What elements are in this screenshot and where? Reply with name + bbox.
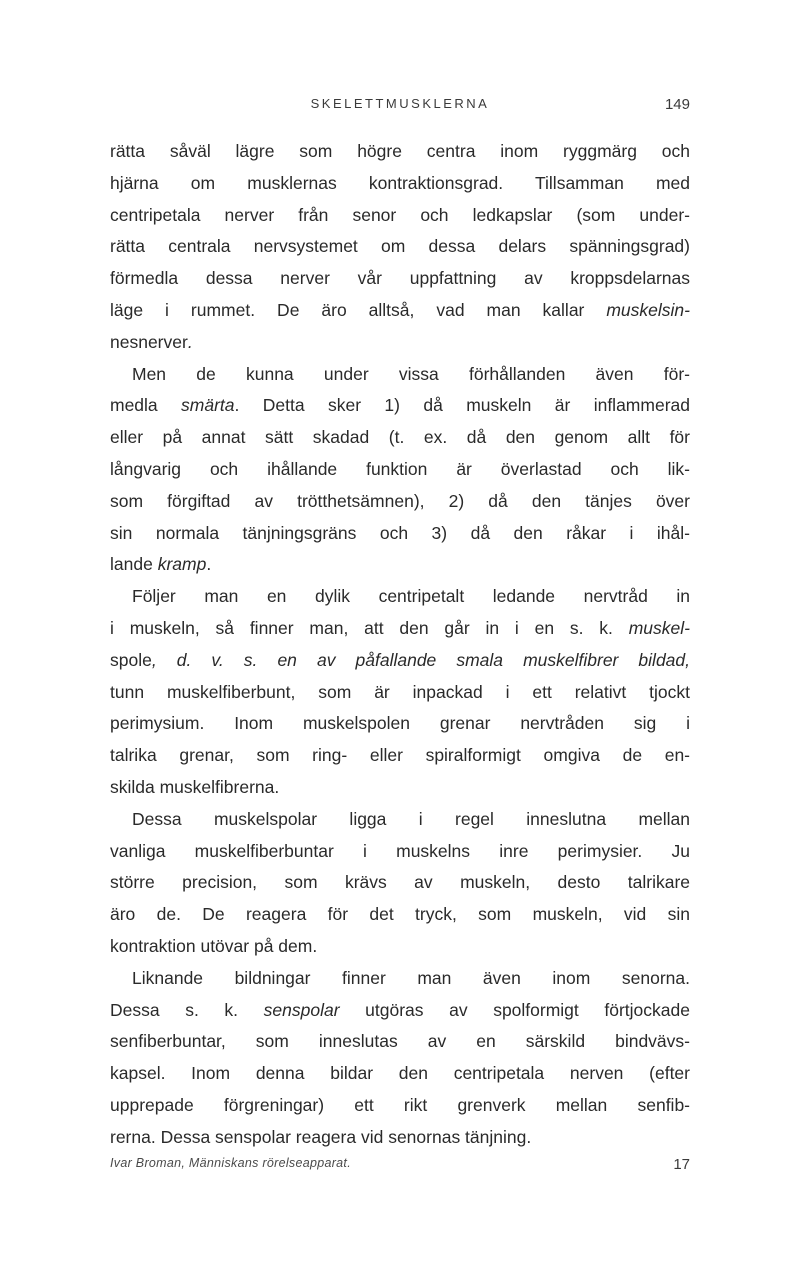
text-run: rätta centrala nervsystemet om dessa delars spänningsgrad) xyxy=(110,236,690,257)
text-run: kontraktion utövar på dem. xyxy=(110,935,318,956)
text-line xyxy=(110,899,690,931)
text-run: Men de kunna under vissa förhållanden även för- xyxy=(132,363,690,384)
text-run: senfiberbuntar, som inneslutas av en särskild bindvävs- xyxy=(110,1031,690,1052)
text-run: kapsel. Inom denna bildar den centripetala nerven (efter xyxy=(110,1063,690,1084)
text-line xyxy=(110,772,690,804)
running-title: SKELETTMUSKLERNA xyxy=(310,96,490,111)
text-run: hjärna om musklernas kontraktionsgrad. Tillsamman med xyxy=(110,172,690,193)
text-line xyxy=(110,1058,690,1090)
running-head xyxy=(110,96,690,120)
text-line xyxy=(110,1090,690,1122)
text-line xyxy=(110,963,690,995)
text-line xyxy=(110,359,690,391)
body-text xyxy=(110,136,690,1154)
text-line xyxy=(110,995,690,1027)
text-line xyxy=(110,581,690,613)
text-line xyxy=(110,486,690,518)
page-number: 149 xyxy=(664,96,690,113)
text-run: talrika grenar, som ring- eller spiralformigt omgiva de en- xyxy=(110,745,690,766)
italic-term: senspolar xyxy=(263,999,340,1020)
text-line xyxy=(110,549,690,581)
text-run: utgöras av spolformigt förtjockade xyxy=(339,999,690,1020)
text-line xyxy=(110,708,690,740)
text-line xyxy=(110,645,690,677)
text-line xyxy=(110,454,690,486)
text-line xyxy=(110,136,690,168)
text-line xyxy=(110,613,690,645)
italic-term: muskel- xyxy=(628,617,690,638)
text-line xyxy=(110,677,690,709)
italic-term: , d. v. s. en av påfallande smala muskelfibrer bildad, xyxy=(151,649,690,670)
text-run: Liknande bildningar finner man även inom senorna. xyxy=(132,967,690,988)
text-run: tunn muskelfiberbunt, som är inpackad i ett relativt tjockt xyxy=(110,681,690,702)
text-run: perimysium. Inom muskelspolen grenar nervtråden sig i xyxy=(110,713,690,734)
text-run: större precision, som krävs av muskeln, desto talrikare xyxy=(110,872,690,893)
text-line xyxy=(110,200,690,232)
text-run: Följer man en dylik centripetalt ledande nervtråd in xyxy=(132,586,690,607)
text-run: i muskeln, så finner man, att den går in i en s. k. xyxy=(110,617,629,638)
text-line xyxy=(110,390,690,422)
text-run: nesnerver xyxy=(110,331,188,352)
text-run: . Detta sker 1) då muskeln är inflammerad xyxy=(234,395,690,416)
text-run: läge i rummet. De äro alltså, vad man kallar xyxy=(110,299,607,320)
text-run: som förgiftad av trötthetsämnen), 2) då den tänjes över xyxy=(110,490,690,511)
text-run: Dessa s. k. xyxy=(110,999,264,1020)
text-line xyxy=(110,1122,690,1154)
text-run: medla xyxy=(110,395,182,416)
text-run: sin normala tänjningsgräns och 3) då den råkar i ihål- xyxy=(110,522,690,543)
text-run: lande xyxy=(110,554,158,575)
text-run: upprepade förgreningar) ett rikt grenverk mellan senfib- xyxy=(110,1094,690,1115)
text-run: eller på annat sätt skadad (t. ex. då den genom allt för xyxy=(110,427,690,448)
text-line xyxy=(110,1026,690,1058)
text-run: centripetala nerver från senor och ledkapslar (som under- xyxy=(110,204,690,225)
paragraph xyxy=(110,136,690,359)
paragraph xyxy=(110,963,690,1154)
italic-term: kramp xyxy=(157,554,207,575)
page-footer xyxy=(110,1156,690,1180)
footer-note: Ivar Broman, Människans rörelseapparat. xyxy=(110,1156,351,1170)
text-run: förmedla dessa nerver vår uppfattning av kroppsdelarnas xyxy=(110,268,690,289)
text-run: . xyxy=(206,554,212,575)
text-run: Dessa muskelspolar ligga i regel inneslutna mellan xyxy=(132,808,690,829)
text-line xyxy=(110,740,690,772)
text-line xyxy=(110,168,690,200)
paragraph xyxy=(110,359,690,582)
text-line xyxy=(110,327,690,359)
text-run: långvarig och ihållande funktion är överlastad och lik- xyxy=(110,458,690,479)
text-line xyxy=(110,931,690,963)
text-line xyxy=(110,422,690,454)
text-line xyxy=(110,231,690,263)
text-line xyxy=(110,263,690,295)
text-run: spole xyxy=(110,649,152,670)
text-line xyxy=(110,295,690,327)
text-run: äro de. De reagera för det tryck, som muskeln, vid sin xyxy=(110,904,690,925)
italic-term: muskelsin- xyxy=(606,299,690,320)
text-line xyxy=(110,836,690,868)
text-run: skilda muskelfibrerna. xyxy=(110,776,280,797)
paragraph xyxy=(110,804,690,963)
text-line xyxy=(110,804,690,836)
text-run: vanliga muskelfiberbuntar i muskelns inre perimysier. Ju xyxy=(110,840,690,861)
italic-term: . xyxy=(187,331,193,352)
text-run: rerna. Dessa senspolar reagera vid senornas tänjning. xyxy=(110,1126,532,1147)
text-line xyxy=(110,867,690,899)
text-line xyxy=(110,518,690,550)
signature-mark: 17 xyxy=(673,1156,690,1173)
text-run: rätta såväl lägre som högre centra inom ryggmärg och xyxy=(110,141,690,161)
italic-term: smärta xyxy=(181,395,235,416)
paragraph xyxy=(110,581,690,804)
